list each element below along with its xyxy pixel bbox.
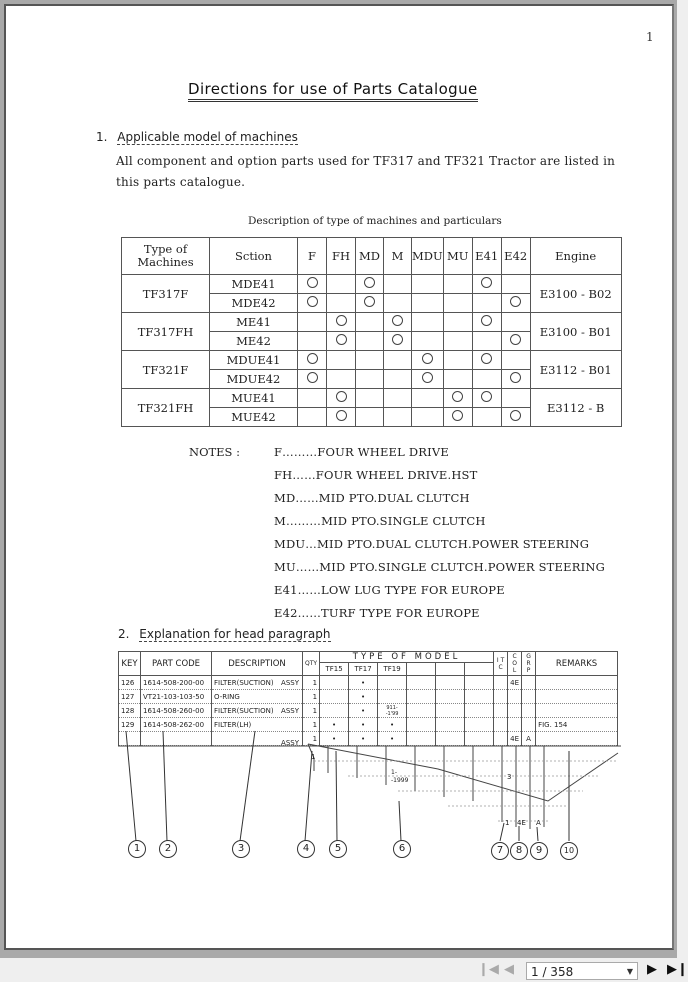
note-item: E42……TURF TYPE FOR EUROPE (274, 606, 480, 620)
col-cell: 4E (508, 676, 522, 690)
circle-mark-icon (510, 410, 521, 421)
spec-cell (384, 294, 412, 313)
model-column: TF15 (320, 663, 349, 676)
first-page-button[interactable] (478, 961, 499, 979)
spec-cell (472, 313, 501, 332)
qty-cell: 1 (303, 690, 320, 704)
spec-cell (472, 332, 501, 351)
spec-cell (443, 351, 472, 370)
page-title: Directions for use of Parts Catalogue (188, 80, 478, 102)
assy-text: ASSY (281, 738, 299, 747)
note-item: MU……MID PTO.SINGLE CLUTCH.POWER STEERING (274, 560, 605, 574)
header-f: F (298, 238, 327, 275)
spec-cell (298, 389, 327, 408)
next-page-icon: ▶ (647, 962, 657, 977)
circle-mark-icon (481, 391, 492, 402)
header-e42: E42 (501, 238, 530, 275)
callout-1: 1 (128, 840, 146, 858)
circle-mark-icon (452, 410, 463, 421)
section-number: 2. (118, 627, 130, 641)
circle-mark-icon (336, 315, 347, 326)
section-title: Applicable model of machines (117, 130, 298, 144)
circle-mark-icon (307, 277, 318, 288)
spec-cell (356, 389, 384, 408)
header-m: M (384, 238, 412, 275)
circle-mark-icon (452, 391, 463, 402)
description-text: FILTER(SUCTION) (214, 706, 274, 715)
circle-mark-icon (422, 372, 433, 383)
spec-cell (327, 370, 356, 389)
last-page-icon: ▶❙ (667, 962, 688, 977)
col-key: KEY (119, 652, 141, 676)
circle-mark-icon (336, 391, 347, 402)
spec-cell (443, 389, 472, 408)
circle-mark-icon (336, 410, 347, 421)
spec-cell (384, 275, 412, 294)
spec-cell (298, 275, 327, 294)
spec-cell (327, 389, 356, 408)
model-cell: • (378, 718, 407, 732)
spec-cell (412, 275, 444, 294)
spec-cell (472, 408, 501, 427)
part-code-cell: 1614-508-262-00 (141, 718, 212, 732)
spec-cell (472, 370, 501, 389)
spec-cell (356, 332, 384, 351)
model-cell: • (320, 732, 349, 746)
description-text: FILTER(LH) (214, 720, 252, 729)
spec-cell (412, 313, 444, 332)
callout-2: 2 (159, 840, 177, 858)
spec-cell (501, 351, 530, 370)
col-description: DESCRIPTION (212, 652, 303, 676)
spec-cell (356, 313, 384, 332)
page-number: 1 (646, 30, 654, 44)
spec-cell (501, 275, 530, 294)
qty-cell: 1 (303, 732, 320, 746)
first-page-icon: ❙◀ (478, 962, 499, 977)
circle-mark-icon (510, 334, 521, 345)
circle-mark-icon (481, 353, 492, 364)
spec-cell (412, 408, 444, 427)
description-text: FILTER(SUCTION) (214, 678, 274, 687)
spec-cell (384, 370, 412, 389)
model-cell: 911- -1'99 (378, 704, 407, 718)
spec-cell (327, 351, 356, 370)
col-grp: G R P (522, 652, 536, 676)
spec-cell (298, 370, 327, 389)
spec-cell (443, 408, 472, 427)
header-fh: FH (327, 238, 356, 275)
table-row (122, 351, 622, 370)
table-row (122, 389, 622, 408)
circle-mark-icon (364, 296, 375, 307)
spec-cell (384, 351, 412, 370)
part-code-cell: 1614-508-260-00 (141, 704, 212, 718)
table-row (122, 275, 622, 294)
spec-cell (412, 332, 444, 351)
col-col: C O L (508, 652, 522, 676)
spec-cell (472, 351, 501, 370)
section-cell: MDUE41 (210, 351, 298, 370)
callout-6: 6 (393, 840, 411, 858)
spec-cell (443, 313, 472, 332)
engine-cell: E3100 - B01 (530, 313, 621, 351)
spec-cell (298, 332, 327, 351)
model-cell: • (349, 704, 378, 718)
description-text: O-RING (214, 692, 240, 701)
header-e41: E41 (472, 238, 501, 275)
circle-mark-icon (510, 372, 521, 383)
torn-itc-value-2: 1 (505, 819, 510, 827)
assy-text: ASSY (281, 706, 299, 715)
qty-cell: 1 (303, 718, 320, 732)
callout-leaders (126, 731, 569, 841)
callout-9: 9 (530, 842, 548, 860)
model-cell: • (320, 718, 349, 732)
col-qty: QTY (303, 652, 320, 676)
remarks-cell: FIG. 154 (536, 718, 618, 732)
grp-cell: A (522, 732, 536, 746)
prev-page-button[interactable] (502, 961, 516, 979)
circle-mark-icon (481, 315, 492, 326)
header-sction: Sction (210, 238, 298, 275)
header-mu: MU (443, 238, 472, 275)
circle-mark-icon (392, 334, 403, 345)
model-column: TF19 (378, 663, 407, 676)
page-selector[interactable] (526, 962, 638, 980)
callout-10: 10 (560, 842, 578, 860)
part-code-cell: VT21-103-103-50 (141, 690, 212, 704)
spec-cell (501, 408, 530, 427)
key-cell: 127 (119, 690, 141, 704)
model-column: TF17 (349, 663, 378, 676)
page-indicator: 1 / 358 (531, 965, 574, 979)
assy-text: ASSY (281, 678, 299, 687)
section-cell: MDE42 (210, 294, 298, 313)
section-cell: MDE41 (210, 275, 298, 294)
circle-mark-icon (422, 353, 433, 364)
chevron-down-icon: ▼ (626, 967, 633, 976)
torn-grp-value: A (536, 819, 541, 827)
spec-cell (384, 332, 412, 351)
spec-cell (356, 275, 384, 294)
circle-mark-icon (364, 277, 375, 288)
spec-cell (356, 370, 384, 389)
head-paragraph-example (118, 651, 621, 866)
spec-cell (298, 351, 327, 370)
spec-cell (443, 370, 472, 389)
spec-cell (412, 370, 444, 389)
spec-cell (356, 294, 384, 313)
intro-line-1: All component and option parts used for TF317 and TF321 Tractor are listed in (116, 154, 616, 168)
note-item: MD……MID PTO.DUAL CLUTCH (274, 491, 470, 505)
spec-cell (501, 313, 530, 332)
col-part-code: PART CODE (141, 652, 212, 676)
model-cell: • (378, 732, 407, 746)
col-remarks: REMARKS (536, 652, 618, 676)
circle-mark-icon (307, 353, 318, 364)
spec-cell (472, 275, 501, 294)
spec-cell (356, 351, 384, 370)
prev-page-icon: ◀ (504, 962, 514, 977)
note-item: F………FOUR WHEEL DRIVE (274, 445, 449, 459)
model-cell: • (349, 690, 378, 704)
spec-cell (327, 275, 356, 294)
notes-label: NOTES : (189, 445, 240, 459)
section-number: 1. (96, 130, 108, 144)
machine-type: TF317F (122, 275, 210, 313)
key-cell: 128 (119, 704, 141, 718)
spec-cell (412, 389, 444, 408)
spec-cell (327, 294, 356, 313)
circle-mark-icon (336, 334, 347, 345)
torn-edge-diagram (118, 651, 621, 866)
spec-cell (298, 313, 327, 332)
qty-cell: 1 (303, 704, 320, 718)
machine-type: TF317FH (122, 313, 210, 351)
callout-3: 3 (232, 840, 250, 858)
spec-cell (327, 408, 356, 427)
circle-mark-icon (392, 315, 403, 326)
circle-mark-icon (481, 277, 492, 288)
callout-8: 8 (510, 842, 528, 860)
qty-cell: 1 (303, 676, 320, 690)
machine-type: TF321F (122, 351, 210, 389)
last-page-button[interactable] (667, 961, 688, 979)
model-cell: • (349, 676, 378, 690)
note-item: FH……FOUR WHEEL DRIVE.HST (274, 468, 478, 482)
col-itc: I T C (494, 652, 508, 676)
header-type-of-machines: Type of Machines (122, 238, 210, 275)
key-cell: 126 (119, 676, 141, 690)
spec-cell (412, 351, 444, 370)
spec-cell (443, 332, 472, 351)
note-item: E41……LOW LUG TYPE FOR EUROPE (274, 583, 505, 597)
spec-cell (412, 294, 444, 313)
spec-cell (472, 389, 501, 408)
spec-cell (327, 332, 356, 351)
callout-7: 7 (491, 842, 509, 860)
spec-cell (384, 408, 412, 427)
key-cell: 129 (119, 718, 141, 732)
note-item: MDU…MID PTO.DUAL CLUTCH.POWER STEERING (274, 537, 590, 551)
circle-mark-icon (307, 372, 318, 383)
header-engine: Engine (530, 238, 621, 275)
torn-model-value: 1- -1999 (391, 769, 409, 784)
header-mdu: MDU (412, 238, 444, 275)
spec-cell (501, 294, 530, 313)
circle-mark-icon (510, 296, 521, 307)
section-2-heading (118, 627, 331, 641)
header-md: MD (356, 238, 384, 275)
tear-line (308, 744, 618, 801)
machine-type: TF321FH (122, 389, 210, 427)
spec-cell (327, 313, 356, 332)
spec-cell (384, 313, 412, 332)
engine-cell: E3112 - B01 (530, 351, 621, 389)
note-item: M………MID PTO.SINGLE CLUTCH (274, 514, 486, 528)
section-cell: MDUE42 (210, 370, 298, 389)
part-code-cell: 1614-508-200-00 (141, 676, 212, 690)
torn-col-value: 4E (517, 819, 526, 827)
spec-cell (501, 389, 530, 408)
engine-cell: E3100 - B02 (530, 275, 621, 313)
model-cell: • (349, 732, 378, 746)
spec-cell (443, 294, 472, 313)
col-type-of-model: TYPE OF MODEL (320, 652, 494, 663)
spec-cell (443, 275, 472, 294)
spec-cell (298, 294, 327, 313)
next-page-button[interactable] (646, 961, 658, 979)
spec-cell (501, 370, 530, 389)
engine-cell: E3112 - B (530, 389, 621, 427)
callout-4: 4 (297, 840, 315, 858)
intro-line-2: this parts catalogue. (116, 175, 246, 189)
section-cell: MUE42 (210, 408, 298, 427)
col-cell: 4E (508, 732, 522, 746)
spec-cell (298, 408, 327, 427)
table-row (122, 313, 622, 332)
section-cell: ME41 (210, 313, 298, 332)
torn-qty: 1 (311, 753, 316, 761)
circle-mark-icon (307, 296, 318, 307)
spec-cell (501, 332, 530, 351)
table-caption: Description of type of machines and particulars (248, 215, 502, 227)
section-1-heading (96, 130, 298, 144)
spec-cell (472, 294, 501, 313)
section-title: Explanation for head paragraph (139, 627, 331, 641)
callout-5: 5 (329, 840, 347, 858)
section-cell: MUE41 (210, 389, 298, 408)
torn-itc-value: 3 (507, 773, 512, 781)
section-cell: ME42 (210, 332, 298, 351)
model-cell: • (349, 718, 378, 732)
spec-cell (384, 389, 412, 408)
machines-table (121, 237, 622, 427)
spec-cell (356, 408, 384, 427)
